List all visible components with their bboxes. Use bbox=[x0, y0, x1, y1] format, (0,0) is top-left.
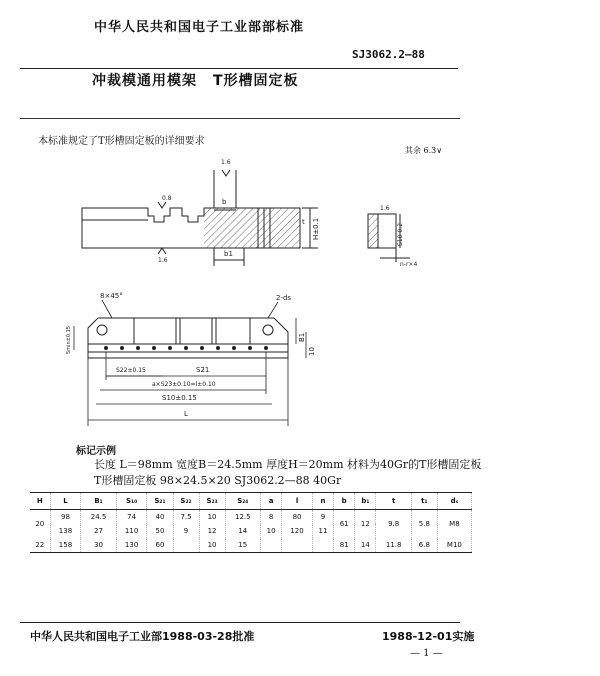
label-L: L bbox=[184, 410, 188, 418]
table-cell: 80 bbox=[282, 510, 313, 525]
label-ax: a×S23±0.10=l±0.10 bbox=[152, 381, 216, 388]
label-left-dim: 5min±0.15 bbox=[66, 326, 72, 354]
table-cell: 12 bbox=[199, 524, 225, 538]
intro-text: 本标准规定了T形槽固定板的详细要求 bbox=[38, 136, 205, 147]
col-S21: S₂₁ bbox=[147, 493, 173, 510]
table-cell: 158 bbox=[50, 538, 81, 553]
label-H: H±0.1 bbox=[312, 217, 320, 240]
table-cell bbox=[282, 538, 313, 553]
document-title bbox=[92, 70, 299, 90]
col-H: H bbox=[30, 493, 50, 510]
label-roughness-left: 0.8 bbox=[162, 195, 172, 202]
plan-view bbox=[88, 318, 288, 358]
table-cell: 50 bbox=[147, 524, 173, 538]
plan-dimensions bbox=[74, 300, 306, 426]
standard-code: SJ3062.2—88 bbox=[352, 48, 425, 61]
table-cell: 9 bbox=[312, 510, 333, 525]
label-chamfer: 8×45° bbox=[100, 292, 123, 300]
label-S21: S21 bbox=[196, 366, 210, 374]
table-cell: 110 bbox=[116, 524, 147, 538]
table-cell: 6.8 bbox=[411, 538, 437, 553]
col-n: n bbox=[312, 493, 333, 510]
table-row bbox=[30, 538, 472, 553]
table-cell: 14 bbox=[225, 524, 260, 538]
title-rule bbox=[20, 118, 460, 119]
table-cell: 81 bbox=[334, 538, 355, 553]
label-side-n: n-r×4 bbox=[400, 261, 418, 268]
table-cell: 15 bbox=[225, 538, 260, 553]
table-cell: 10 bbox=[199, 510, 225, 525]
col-S23: S₂₃ bbox=[199, 493, 225, 510]
page-number: — 1 — bbox=[410, 648, 443, 659]
table-cell: 11.8 bbox=[376, 538, 411, 553]
front-section-view bbox=[82, 170, 318, 266]
example-line-2: T形槽固定板 98×24.5×20 SJ3062.2—88 40Gr bbox=[94, 474, 342, 487]
technical-drawing bbox=[0, 150, 480, 440]
table-cell: 24.5 bbox=[81, 510, 116, 525]
col-L: L bbox=[50, 493, 81, 510]
table-cell bbox=[173, 538, 199, 553]
table-cell: 12.5 bbox=[225, 510, 260, 525]
example-title: 标记示例 bbox=[76, 446, 116, 457]
header-organization: 中华人民共和国电子工业部部标准 bbox=[94, 20, 305, 35]
table-cell: 120 bbox=[282, 524, 313, 538]
footer-implementation-date: 1988-12-01实施 bbox=[382, 630, 475, 643]
table-cell: M10 bbox=[437, 538, 471, 553]
label-t: t bbox=[302, 218, 305, 226]
table-cell: 7.5 bbox=[173, 510, 199, 525]
table-row bbox=[30, 510, 472, 525]
table-cell: 74 bbox=[116, 510, 147, 525]
table-cell: 10 bbox=[261, 524, 282, 538]
footer-rule bbox=[20, 622, 460, 623]
table-cell: 14 bbox=[355, 538, 376, 553]
table-cell: 60 bbox=[147, 538, 173, 553]
cell-H-22: 22 bbox=[30, 538, 50, 553]
plan-hole-row bbox=[104, 346, 268, 350]
col-b: b bbox=[334, 493, 355, 510]
header-rule bbox=[20, 68, 458, 69]
table-cell: 27 bbox=[81, 524, 116, 538]
table-cell: 8 bbox=[261, 510, 282, 525]
table-cell: 138 bbox=[50, 524, 81, 538]
cell-H-20: 20 bbox=[30, 510, 50, 539]
col-ds: dₛ bbox=[437, 493, 471, 510]
table-cell: 9.8 bbox=[376, 510, 411, 539]
col-S10: S₁₀ bbox=[116, 493, 147, 510]
col-S24: S₂₄ bbox=[225, 493, 260, 510]
col-B1: B₁ bbox=[81, 493, 116, 510]
table-cell: 11 bbox=[312, 524, 333, 538]
table-cell: 9 bbox=[173, 524, 199, 538]
label-b: b bbox=[222, 198, 227, 206]
label-S10: S10±0.15 bbox=[162, 394, 197, 402]
col-t: t bbox=[376, 493, 411, 510]
label-b1: b1 bbox=[224, 250, 233, 258]
label-ten: 10 bbox=[308, 347, 316, 356]
table-cell: 40 bbox=[147, 510, 173, 525]
col-a: a bbox=[261, 493, 282, 510]
table-cell: 98 bbox=[50, 510, 81, 525]
title-part-1: 冲裁模通用模架 bbox=[92, 73, 197, 89]
table-cell: 10 bbox=[199, 538, 225, 553]
label-roughness-top: 1.6 bbox=[221, 159, 231, 166]
label-B1: B1 bbox=[298, 332, 306, 342]
table-cell bbox=[312, 538, 333, 553]
table-cell: M8 bbox=[437, 510, 471, 539]
col-b1: b₁ bbox=[355, 493, 376, 510]
label-side-height: S10 0.2 bbox=[397, 223, 404, 246]
label-S22: S22±0.15 bbox=[116, 367, 146, 374]
col-S22: S₂₂ bbox=[173, 493, 199, 510]
label-side-roughness: 1.6 bbox=[380, 205, 390, 212]
label-holes: 2-ds bbox=[276, 294, 292, 302]
label-roughness-bottom: 1.6 bbox=[158, 257, 168, 264]
roughness-note: 其余 6.3∨ bbox=[405, 146, 443, 155]
table-cell: 30 bbox=[81, 538, 116, 553]
table-cell: 61 bbox=[334, 510, 355, 539]
footer-approval: 中华人民共和国电子工业部1988-03-28批准 bbox=[30, 630, 255, 643]
example-line-1: 长度 L＝98mm 宽度B＝24.5mm 厚度H＝20mm 材料为40Gr的T形槽固定板 bbox=[94, 458, 482, 471]
spec-table bbox=[30, 492, 472, 553]
table-cell bbox=[261, 538, 282, 553]
table-header-row bbox=[30, 493, 472, 510]
table-cell: 12 bbox=[355, 510, 376, 539]
title-part-2: T形槽固定板 bbox=[213, 73, 299, 89]
col-l: l bbox=[282, 493, 313, 510]
col-t1: t₁ bbox=[411, 493, 437, 510]
table-cell: 130 bbox=[116, 538, 147, 553]
table-cell: 5.8 bbox=[411, 510, 437, 539]
